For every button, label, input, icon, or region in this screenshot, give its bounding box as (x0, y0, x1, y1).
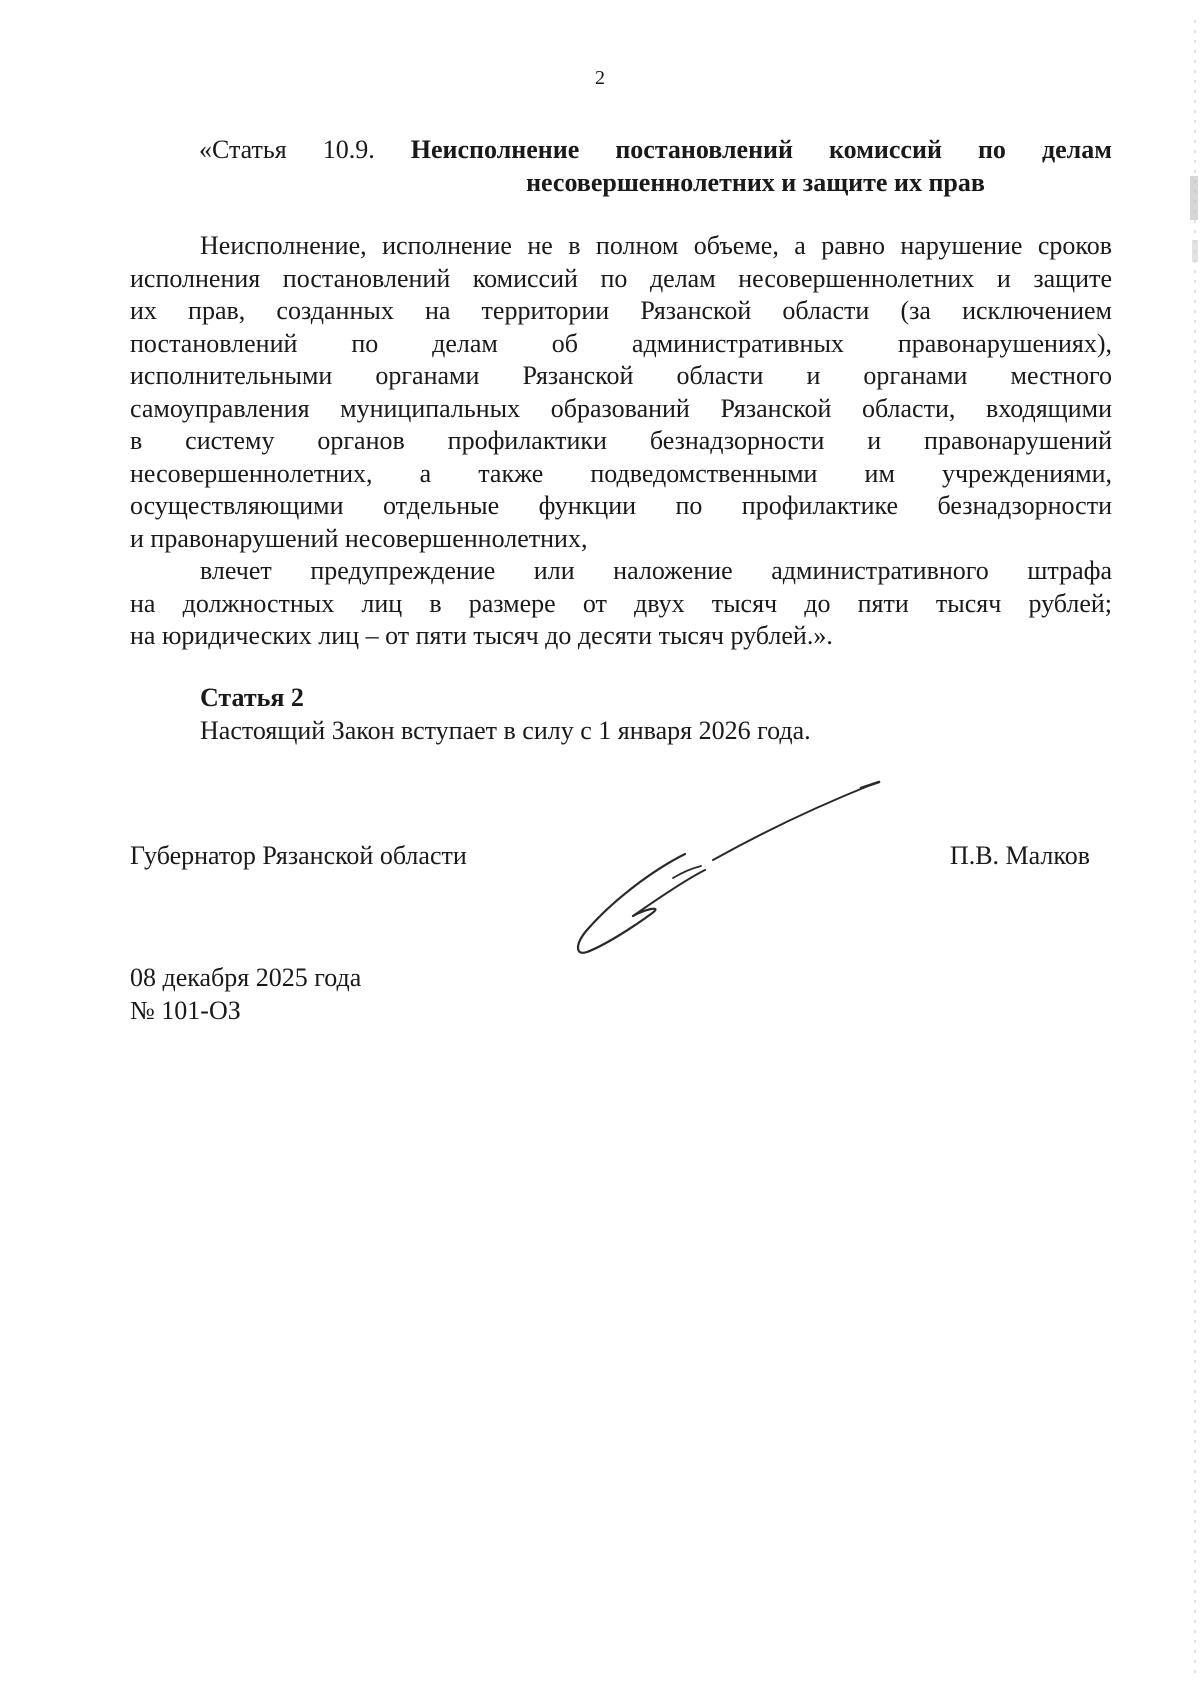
body-line: на должностных лиц в размере от двух тысяч до пяти тысяч рублей; (130, 588, 1112, 618)
signer-position: Губернатор Рязанской области (130, 841, 467, 870)
article-2-title: Статья 2 (200, 683, 304, 712)
article-title-word: постановлений (615, 135, 794, 164)
body-line: постановлений по делам об административных правонарушениях), (130, 328, 1112, 358)
body-line: на юридических лиц – от пяти тысяч до десяти тысяч рублей.». (130, 621, 833, 650)
article-heading (199, 134, 1112, 199)
body-line: влечет предупреждение или наложение административного штрафа (200, 556, 1112, 585)
body-line: осуществляющими отдельные функции по профилактике безнадзорности (130, 491, 1112, 520)
page-number: 2 (595, 67, 605, 89)
article-2-text: Настоящий Закон вступает в силу с 1 января 2026 года. (200, 715, 811, 745)
body-line: несовершеннолетних, а также подведомственными им учреждениями, (130, 458, 1112, 488)
article-prefix: «Статья (199, 135, 287, 164)
signing-date: 08 декабря 2025 года (130, 963, 362, 992)
signer-name: П.В. Малков (949, 841, 1090, 870)
scan-edge-marks (1186, 0, 1200, 1695)
date-block (130, 962, 361, 1027)
article-title-word: по (977, 135, 1006, 164)
body-line: исполнения постановлений комиссий по делам несовершеннолетних и защите (130, 263, 1112, 293)
article-number: 10.9. (322, 135, 375, 164)
article-body (130, 230, 1112, 653)
body-line: исполнительными органами Рязанской области и органами местного (130, 361, 1112, 390)
body-line: их прав, созданных на территории Рязанской области (за исключением (130, 296, 1112, 325)
article-title-word: делам (1041, 135, 1112, 164)
body-line: Неисполнение, исполнение не в полном объеме, а равно нарушение сроков (200, 231, 1112, 260)
handwritten-signature (573, 780, 893, 960)
article-title-word: Неисполнение (410, 135, 580, 164)
body-line: в систему органов профилактики безнадзорности и правонарушений (130, 426, 1112, 455)
article-title-line2: несовершеннолетних и защите их прав (526, 167, 985, 197)
law-number: № 101-ОЗ (130, 995, 241, 1025)
body-line: самоуправления муниципальных образований Рязанской области, входящими (130, 393, 1112, 423)
article-2 (200, 682, 1100, 747)
article-title-word: комиссий (829, 135, 942, 164)
body-line: и правонарушений несовершеннолетних, (130, 523, 588, 553)
article-heading-line1 (199, 134, 1112, 167)
